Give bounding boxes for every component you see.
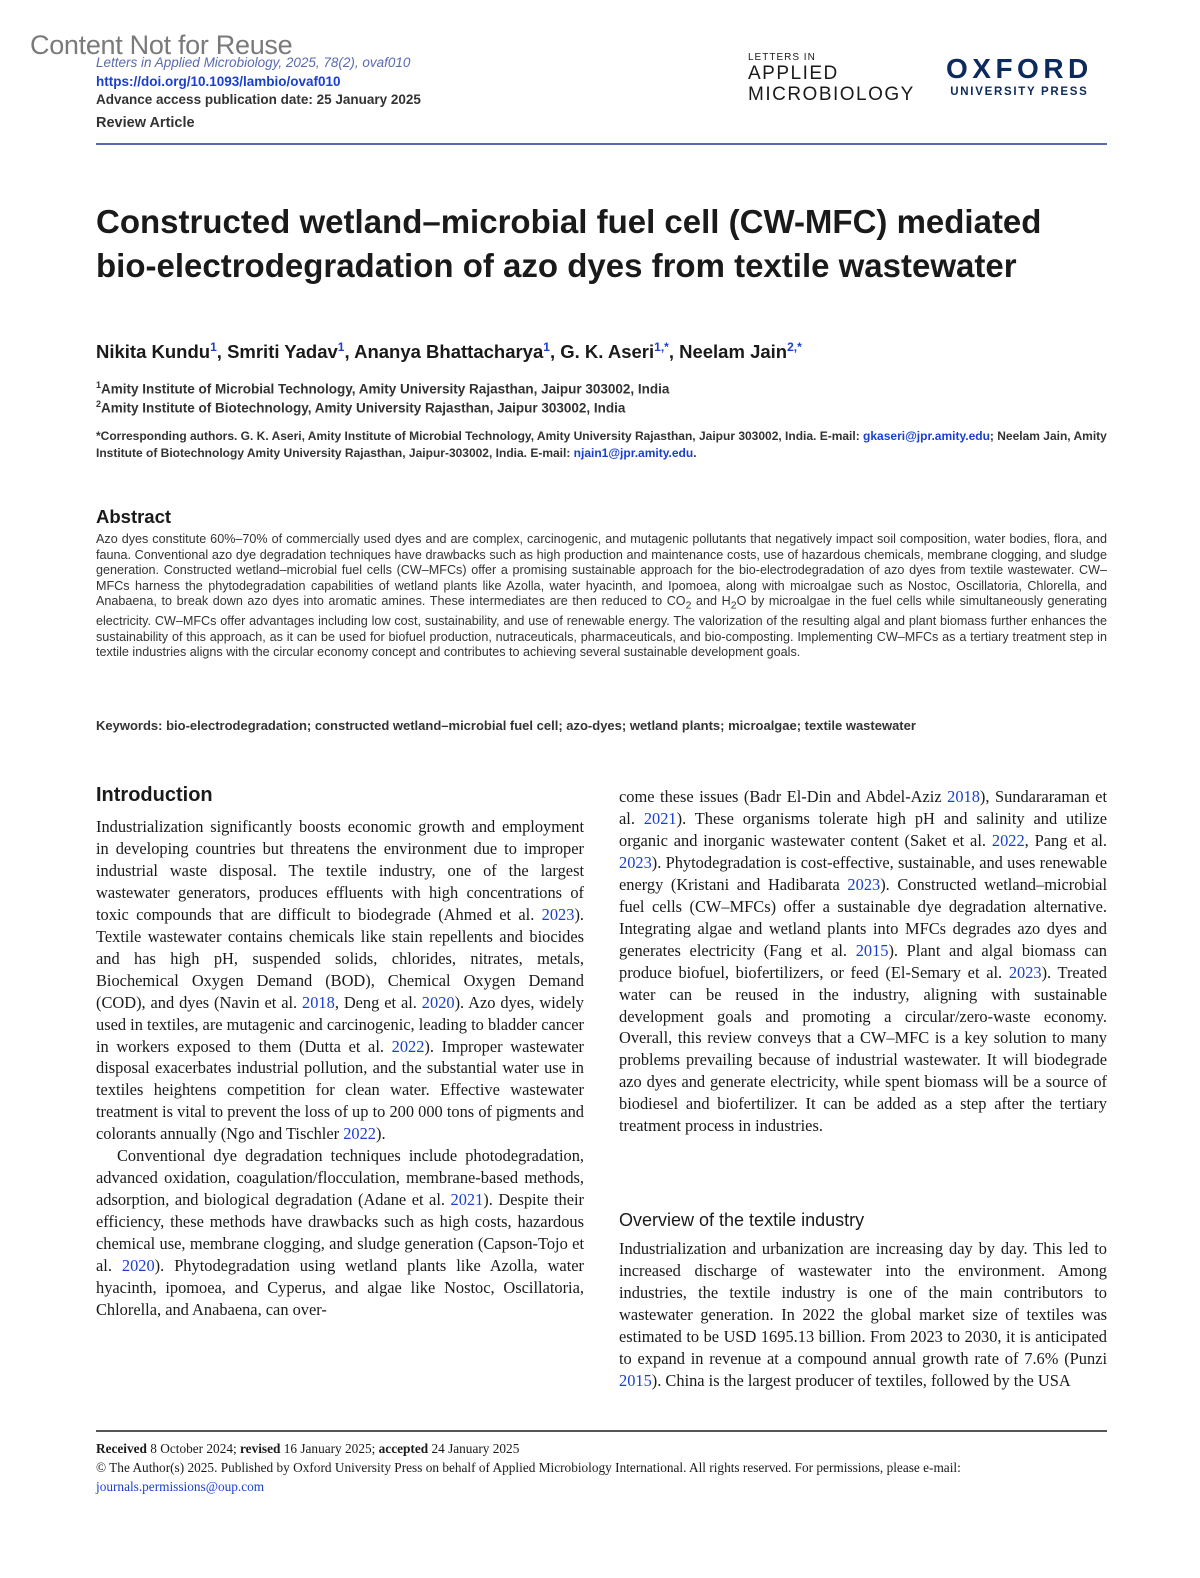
right-column [619, 786, 1107, 1137]
citation-link[interactable]: 2021 [450, 1190, 484, 1210]
abstract-heading: Abstract [96, 506, 172, 527]
accepted-label: accepted [378, 1441, 429, 1456]
subscript: 2 [685, 599, 692, 612]
paragraph-text: Industrialization and urbanization are increasing day by day. This led to increased discharge of wastewater into the environment. Among industries, the textile industry is one of the main contributors to wastewater generation. In 2022 the global market size of textiles was estimated to be USD 1695.13 billion. From 2023 to 2030, it is anticipated to expand in revenue at a compound annual growth rate of 7.6% (Punzi [619, 1239, 1107, 1368]
corresponding-text: . [693, 446, 697, 460]
author-affil-marker[interactable]: 2,* [787, 340, 802, 354]
abstract-text-part: O by microalgae in the fuel cells while simultaneously generating electricity. CW–MFCs offer advantages including low cost, sustainability, and use of renewable energy. The valorization of the resulting algal and plant biomass further enhances the sustainability of this approach, as it can be used for biofuel production, nutraceuticals, pharmaceuticals, and bio-composting. Implementing CW–MFCs as a tertiary treatment step in textile industries aligns with the circular economy concept and contributes to achieving several sustainable development goals. [96, 594, 1107, 660]
journal-logo-line1: LETTERS IN [748, 52, 816, 63]
publisher-logo-line1: OXFORD [946, 53, 1093, 84]
citation-link[interactable]: 2018 [947, 787, 980, 806]
received-label: Received [96, 1441, 147, 1456]
citation-link[interactable]: 2023 [541, 904, 575, 924]
abstract-text [96, 532, 1107, 661]
revised-label: revised [240, 1441, 281, 1456]
section-heading-overview: Overview of the textile industry [619, 1210, 865, 1230]
paragraph-text: Industrialization significantly boosts economic growth and employment in developing countries but threatens the environment due to improper industrial waste disposal. The textile industry, one of the largest wastewater generators, produces effluents with high concentrations of toxic compounds that are difficult to biodegrade (Ahmed et al. [96, 817, 584, 924]
citation-link[interactable]: 2023 [847, 874, 881, 894]
citation-link[interactable]: 2022 [991, 830, 1025, 850]
abstract-text-part: and H [691, 594, 731, 608]
citation-link[interactable]: 2015 [855, 940, 889, 960]
paragraph-text: ). Improper wastewater disposal exacerbates industrial pollution, and the substantial water use in textiles heightens competition for clean water. Effective wastewater treatment is vital to prevent the loss of up to 200 000 tons of pigments and colorants annually (Ngo and Tischler [96, 1036, 584, 1144]
citation-link[interactable]: 2022 [343, 1124, 376, 1144]
paragraph [619, 786, 1107, 1137]
author-separator: , [549, 341, 561, 363]
affiliation-number: 2 [96, 399, 102, 409]
paragraph-text: ). Plant and algal biomass can produce biofuel, biofertilizers, or feed (El-Semary et al. [619, 940, 1107, 982]
citation-link[interactable]: 2018 [302, 992, 335, 1012]
author-name[interactable]: Neelam Jain [679, 341, 788, 363]
author-list [96, 340, 802, 363]
paragraph-text: Conventional dye degradation techniques include photodegradation, advanced oxidation, coagulation/flocculation, membrane-based methods, adsorption, and biological degradation (Adane et al. [96, 1146, 584, 1210]
affiliation-text: Amity Institute of Microbial Technology, Amity University Rajasthan, Jaipur 303002, India [101, 381, 670, 397]
author-affil-marker[interactable]: 1,* [654, 340, 669, 354]
paragraph-text: , Deng et al. [334, 992, 422, 1012]
paragraph-text: ). Azo dyes, widely used in textiles, are mutagenic and carcinogenic, leading to bladder cancer in workers exposed to them (Dutta et al. [96, 992, 585, 1056]
citation-link[interactable]: 2020 [421, 992, 455, 1012]
affiliation-number: 1 [96, 380, 102, 390]
copyright-text: © The Author(s) 2025. Published by Oxford University Press on behalf of Applied Microbiology International. All rights reserved. For permissions, please e-mail: [96, 1460, 961, 1475]
affiliation-text: Amity Institute of Biotechnology, Amity University Rajasthan, Jaipur 303002, India [101, 400, 626, 416]
paragraph-text: ). Phytodegradation using wetland plants like Azolla, water hyacinth, ipomoea, and Cyperus, and algae like Nostoc, Oscillatoria, Chlorella, and Anabaena, can over- [96, 1256, 584, 1319]
copyright [96, 1458, 1107, 1496]
author-name[interactable]: Smriti Yadav [227, 341, 338, 363]
paragraph-text: ). China is the largest producer of textiles, followed by the USA [651, 1370, 1071, 1390]
citation-link[interactable]: 2020 [121, 1256, 155, 1276]
corresponding-text: ; Neelam Jain, Amity Institute of Biotechnology Amity University Rajasthan, Jaipur-303002, India. E-mail: [96, 429, 1107, 460]
author-separator: , [668, 341, 680, 363]
citation-link[interactable]: 2022 [391, 1036, 425, 1056]
paragraph-text: ), Sundararaman et al. [619, 787, 1107, 828]
accepted-date: 24 January 2025 [428, 1441, 520, 1456]
citation-link[interactable]: 2021 [643, 808, 677, 828]
left-column [96, 816, 584, 1321]
keywords [96, 718, 1107, 733]
paragraph-text: , Pang et al. [1024, 830, 1107, 850]
paragraph [96, 1145, 584, 1321]
paragraph-text: ). Treated water can be reused in the industry, aligning with sustainable development goals and promoting a circular/zero-waste economy. Overall, this review conveys that a CW–MFC is a key solution to many problems prevailing because of industrial wastewater. It will biodegrade azo dyes and generate electricity, while spent biomass will be a source of biodiesel and biofertilizer. It can be added as a step after the tertiary treatment process in industries. [619, 962, 1108, 1136]
citation-link[interactable]: 2023 [619, 852, 652, 872]
doi-link[interactable]: https://doi.org/10.1093/lambio/ovaf010 [96, 74, 341, 89]
keywords-label: Keywords: [96, 718, 163, 733]
journal-logo-line3: MICROBIOLOGY [748, 84, 915, 105]
paragraph-text: ). Despite their efficiency, these methods have drawbacks such as high costs, hazardous chemical use, membrane clogging, and sludge generation (Capson-Tojo et al. [96, 1190, 584, 1276]
author-affil-marker[interactable]: 1 [210, 340, 217, 354]
email-link[interactable]: gkaseri@jpr.amity.edu [863, 429, 990, 443]
abstract-text-part: Azo dyes constitute 60%–70% of commercially used dyes and are complex, carcinogenic, and mutagenic pollutants that negatively impact soil composition, water bodies, flora, and fauna. Conventional azo dye degradation techniques have drawbacks such as high production and maintenance costs, use of hazardous chemicals, membrane clogging, and sludge generation. Constructed wetland–microbial fuel cells (CW–MFCs) offer a promising sustainable approach for the bio-electrodegradation of azo dyes from textile wastewater. CW–MFCs harness the phytodegradation capabilities of wetland plants like Azolla, water hyacinth, and Ipomoea, along with microalgae such as Nostoc, Oscillatoria, Chlorella, and Anabaena, to break down azo dyes into aromatic amines. These intermediates are then reduced to CO [96, 532, 1107, 608]
journal-logo-line2: APPLIED [748, 63, 839, 84]
section-heading-introduction: Introduction [96, 784, 213, 806]
author-separator: , [216, 341, 228, 363]
paragraph [619, 1238, 1107, 1392]
citation-link[interactable]: 2023 [1008, 962, 1042, 982]
paragraph-text: ). Textile wastewater contains chemicals like stain repellents and biocides and has high pH, suspended solids, chlorides, nitrates, metals, Biochemical Oxygen Demand (BOD), Chemical Oxygen Demand (COD), and dyes (Navin et al. [96, 904, 584, 1012]
author-affil-marker[interactable]: 1 [543, 340, 550, 354]
publisher-logo-line2: UNIVERSITY PRESS [950, 86, 1089, 98]
paragraph-text: ). These organisms tolerate high pH and salinity and utilize organic and inorganic wastewater content (Saket et al. [619, 808, 1107, 850]
corresponding-authors [96, 428, 1107, 462]
keywords-list: bio-electrodegradation; constructed wetland–microbial fuel cell; azo-dyes; wetland plants; microalgae; textile wastewater [162, 718, 916, 733]
history-dates [96, 1439, 1107, 1458]
footer [96, 1439, 1107, 1496]
article-title: Constructed wetland–microbial fuel cell (CW-MFC) mediated bio-electrodegradation of azo dyes from textile wastewater [96, 203, 1042, 284]
citation-link[interactable]: 2015 [619, 1370, 652, 1390]
author-name[interactable]: Ananya Bhattacharya [354, 341, 544, 363]
paragraph-text: ). [375, 1124, 386, 1144]
header-divider [96, 143, 1107, 145]
received-date: 8 October 2024; [146, 1441, 241, 1456]
paragraph [96, 816, 584, 1145]
paragraph-text: ). Constructed wetland–microbial fuel cells (CW–MFCs) offer a sustainable dye degradation alternative. Integrating algae and wetland plants into MFCs degrades azo dyes and generates electricity (Fang et al. [619, 874, 1108, 960]
corresponding-text: *Corresponding authors. G. K. Aseri, Amity Institute of Microbial Technology, Amity University Rajasthan, Jaipur 303002, India. E-mail: [96, 429, 864, 443]
author-affil-marker[interactable]: 1 [337, 340, 345, 354]
journal-logo [748, 52, 915, 105]
permissions-email-link[interactable]: journals.permissions@oup.com [96, 1479, 265, 1494]
article-type: Review Article [96, 115, 195, 131]
author-name[interactable]: Nikita Kundu [96, 341, 211, 363]
affiliation [96, 380, 669, 397]
email-link[interactable]: njain1@jpr.amity.edu [573, 446, 694, 460]
author-name[interactable]: G. K. Aseri [560, 341, 655, 363]
publisher-logo [946, 54, 1093, 98]
watermark: Content Not for Reuse [30, 30, 293, 60]
advance-access-date: Advance access publication date: 25 January 2025 [96, 92, 421, 107]
right-column-overview [619, 1238, 1107, 1392]
paragraph-text: ). Phytodegradation is cost-effective, sustainable, and uses renewable energy (Kristani and Hadibarata [619, 852, 1107, 894]
subscript: 2 [730, 599, 737, 612]
author-separator: , [344, 341, 355, 363]
affiliation [96, 399, 625, 416]
paragraph-text: come these issues (Badr El-Din and Abdel-Aziz [619, 787, 948, 806]
journal-citation: Letters in Applied Microbiology, 2025, 78(2), ovaf010 [96, 55, 411, 70]
footer-divider [96, 1430, 1107, 1432]
revised-date: 16 January 2025; [280, 1441, 379, 1456]
